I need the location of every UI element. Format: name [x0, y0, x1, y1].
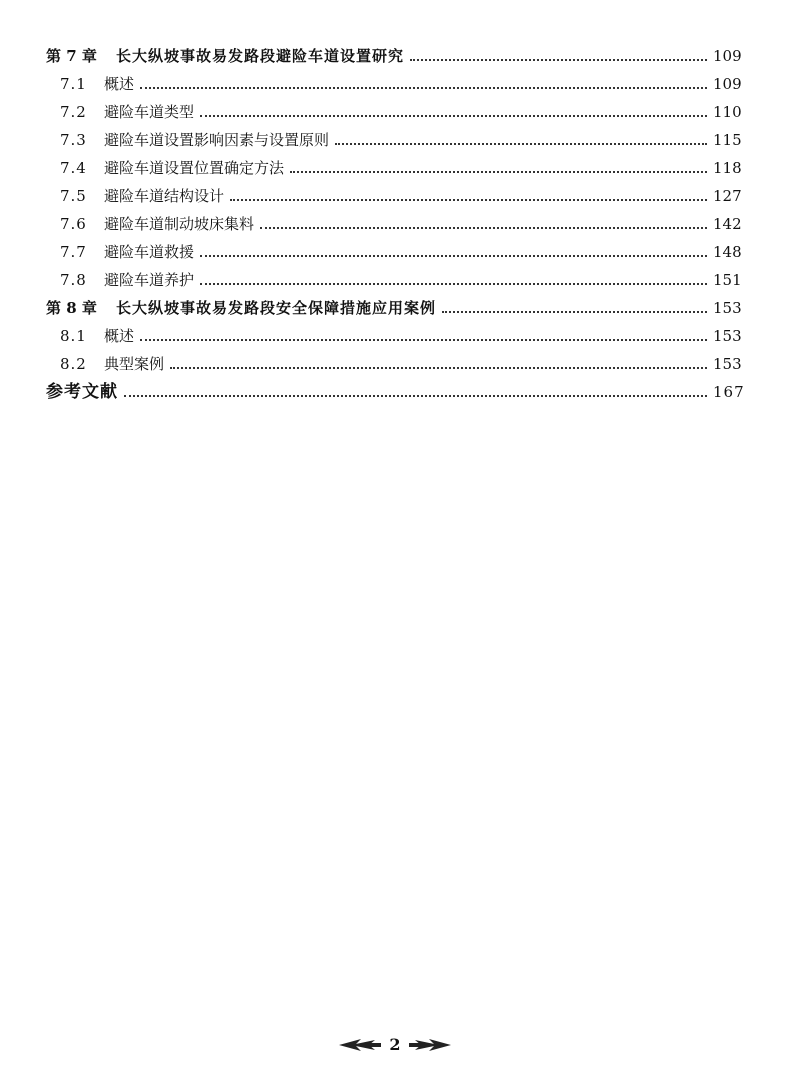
- section-title: 避险车道制动坡床集料: [104, 215, 255, 233]
- section-title: 避险车道类型: [104, 103, 195, 121]
- section-title: 概述: [104, 75, 135, 93]
- footer-page-number: 2: [389, 1035, 401, 1054]
- page-number: 109: [713, 47, 742, 65]
- toc-section-7-8[interactable]: [46, 266, 741, 294]
- dot-leader: [200, 283, 707, 285]
- table-of-contents: [46, 42, 745, 406]
- chapter-title: 长大纵坡事故易发路段避险车道设置研究: [116, 47, 405, 65]
- section-title: 避险车道救援: [104, 243, 195, 261]
- section-title: 避险车道设置影响因素与设置原则: [104, 131, 330, 149]
- references-title: 参考文献: [46, 382, 118, 402]
- page-number: 109: [713, 75, 742, 93]
- page-number: 110: [713, 103, 742, 121]
- page-number: 127: [713, 187, 742, 205]
- toc-section-8-1[interactable]: [46, 322, 741, 350]
- page-number: 142: [713, 215, 742, 233]
- dot-leader: [200, 255, 707, 257]
- chapter-title: 长大纵坡事故易发路段安全保障措施应用案例: [116, 299, 437, 317]
- section-title: 概述: [104, 327, 135, 345]
- page-number: 151: [713, 271, 742, 289]
- dot-leader: [170, 367, 707, 369]
- dot-leader: [335, 143, 707, 145]
- toc-section-7-7[interactable]: [46, 238, 741, 266]
- dot-leader: [124, 395, 707, 397]
- double-left-chevron-icon: [339, 1038, 381, 1052]
- chapter-number: 第 7 章: [46, 47, 97, 65]
- page-number: 118: [713, 159, 742, 177]
- section-number: 7.8: [60, 271, 87, 289]
- toc-section-7-6[interactable]: [46, 210, 741, 238]
- dot-leader: [140, 339, 707, 341]
- toc-section-8-2[interactable]: [46, 350, 741, 378]
- section-number: 8.2: [60, 355, 87, 373]
- dot-leader: [260, 227, 707, 229]
- toc-section-7-1[interactable]: [46, 70, 741, 98]
- dot-leader: [442, 311, 707, 313]
- section-title: 避险车道结构设计: [104, 187, 225, 205]
- page-number: 115: [713, 131, 742, 149]
- toc-section-7-3[interactable]: [46, 126, 741, 154]
- chapter-number: 第 8 章: [46, 299, 97, 317]
- section-number: 7.6: [60, 215, 87, 233]
- toc-chapter-7[interactable]: [46, 42, 741, 70]
- page-number: 153: [713, 299, 742, 317]
- toc-section-7-2[interactable]: [46, 98, 741, 126]
- page-number: 153: [713, 355, 742, 373]
- page-number: 153: [713, 327, 742, 345]
- section-number: 7.7: [60, 243, 87, 261]
- dot-leader: [200, 115, 707, 117]
- toc-section-7-5[interactable]: [46, 182, 741, 210]
- section-number: 7.5: [60, 187, 87, 205]
- page-number: 167: [713, 383, 745, 401]
- section-number: 7.2: [60, 103, 87, 121]
- page-footer: [0, 1035, 790, 1054]
- section-number: 7.4: [60, 159, 87, 177]
- dot-leader: [410, 59, 707, 61]
- section-title: 典型案例: [104, 355, 165, 373]
- page-number: 148: [713, 243, 742, 261]
- double-right-chevron-icon: [409, 1038, 451, 1052]
- toc-section-7-4[interactable]: [46, 154, 741, 182]
- dot-leader: [230, 199, 707, 201]
- section-number: 7.1: [60, 75, 87, 93]
- dot-leader: [140, 87, 707, 89]
- section-title: 避险车道设置位置确定方法: [104, 159, 285, 177]
- section-title: 避险车道养护: [104, 271, 195, 289]
- dot-leader: [290, 171, 707, 173]
- section-number: 7.3: [60, 131, 87, 149]
- toc-references[interactable]: [46, 378, 745, 406]
- section-number: 8.1: [60, 327, 87, 345]
- toc-chapter-8[interactable]: [46, 294, 741, 322]
